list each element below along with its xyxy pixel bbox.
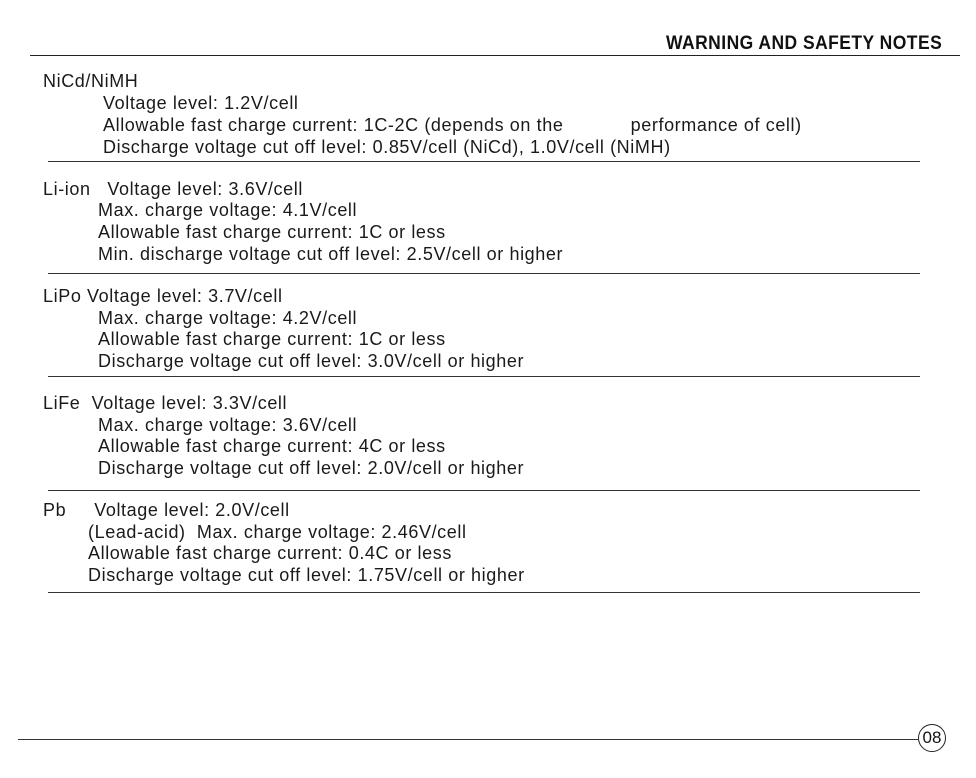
spec-line: Voltage level: 1.2V/cell xyxy=(103,93,299,113)
spec-line: Allowable fast charge current: 4C or less xyxy=(98,436,446,456)
spec-line: Max. charge voltage: 4.2V/cell xyxy=(98,308,358,328)
spec-line: Allowable fast charge current: 1C-2C (depends on the performance of cell) xyxy=(103,115,802,135)
battery-type-heading: Pb Voltage level: 2.0V/cell xyxy=(43,500,290,520)
spec-line: Discharge voltage cut off level: 2.0V/cell or higher xyxy=(98,458,525,478)
section-divider xyxy=(48,273,920,274)
battery-type-heading: LiFe Voltage level: 3.3V/cell xyxy=(43,393,288,413)
section-divider xyxy=(48,490,920,491)
battery-type-heading: NiCd/NiMH xyxy=(43,71,139,91)
spec-line: Allowable fast charge current: 1C or less xyxy=(98,222,446,242)
spec-line: Discharge voltage cut off level: 1.75V/cell or higher xyxy=(88,565,525,585)
section-divider xyxy=(48,376,920,377)
spec-line: Max. charge voltage: 3.6V/cell xyxy=(98,415,358,435)
spec-line: Min. discharge voltage cut off level: 2.5V/cell or higher xyxy=(98,244,564,264)
header-rule xyxy=(30,55,960,56)
spec-line: Allowable fast charge current: 0.4C or less xyxy=(88,543,452,563)
page-title: WARNING AND SAFETY NOTES xyxy=(665,33,942,54)
footer-rule xyxy=(18,739,918,740)
battery-type-heading: LiPo Voltage level: 3.7V/cell xyxy=(43,286,283,306)
spec-line: Max. charge voltage: 4.1V/cell xyxy=(98,200,358,220)
section-divider xyxy=(48,161,920,162)
spec-line: Discharge voltage cut off level: 3.0V/cell or higher xyxy=(98,351,525,371)
spec-line: Discharge voltage cut off level: 0.85V/cell (NiCd), 1.0V/cell (NiMH) xyxy=(103,137,671,157)
page-number: 08 xyxy=(918,724,946,752)
spec-line: (Lead-acid) Max. charge voltage: 2.46V/cell xyxy=(88,522,467,542)
battery-type-heading: Li-ion Voltage level: 3.6V/cell xyxy=(43,179,303,199)
section-divider xyxy=(48,592,920,593)
spec-line: Allowable fast charge current: 1C or less xyxy=(98,329,446,349)
